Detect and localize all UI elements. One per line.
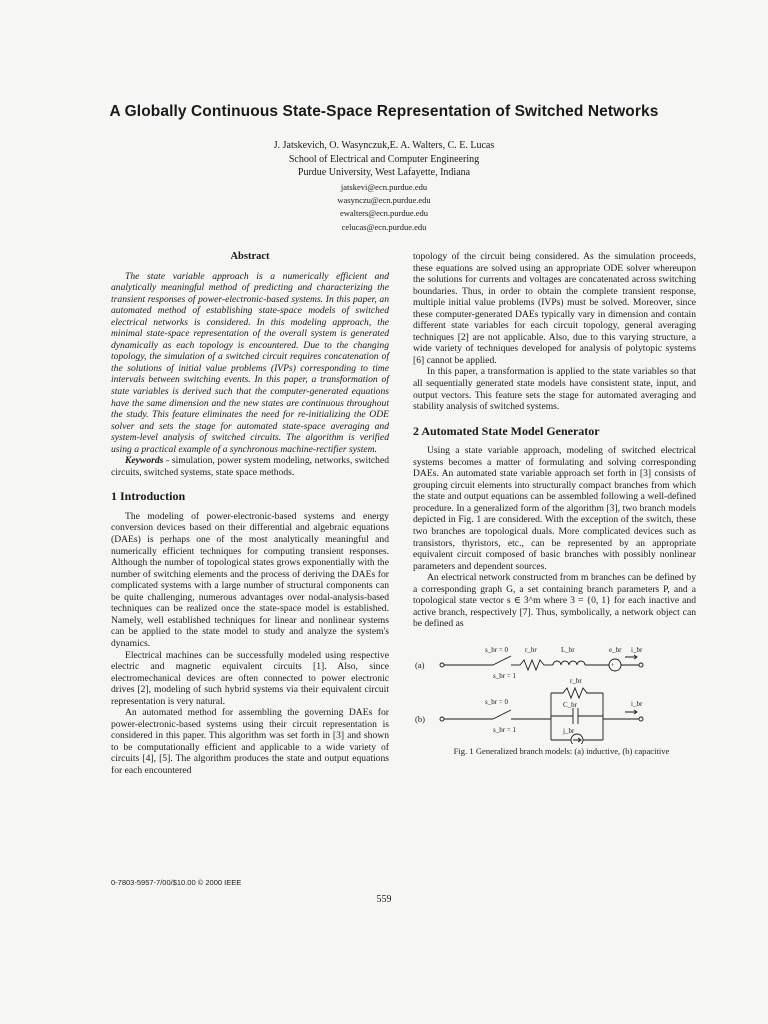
resistor-label: r_br: [525, 645, 537, 654]
resistor-label: r_br: [570, 676, 582, 685]
email: jatskevi@ecn.purdue.edu: [340, 182, 428, 192]
resistor: [551, 688, 603, 698]
section2-paragraph-2: An electrical network constructed from m branches can be defined by a corresponding graph G, a set containing branch parameters P, and a topological state vector s ∈ 3^m where 3 = {0, 1} for each inactive and active branch, respectively [7]. Thus, symbolically, a network object can be defined as: [413, 572, 696, 630]
switch-label-open: s_br = 0: [485, 697, 509, 706]
inductor: [553, 661, 585, 665]
affiliation-university: Purdue University, West Lafayette, Indiana: [297, 167, 471, 178]
page-number: 559: [376, 894, 392, 905]
affiliation-school: School of Electrical and Computer Engineering: [288, 153, 480, 165]
switch-label-closed: s_br = 1: [493, 725, 517, 734]
switch-blade: [493, 656, 511, 665]
switch-label-closed: s_br = 1: [493, 671, 517, 680]
paper-title: A Globally Continuous State-Space Representation of Switched Networks: [109, 103, 659, 120]
intro-paragraph-4: In this paper, a transformation is applied to the state variables so that all sequentially generated state models have consistent state, input, and output vectors. This feature sets the stage for automated averaging and stability analysis of switched systems.: [413, 366, 696, 413]
author-block: [0, 139, 768, 180]
switch-label-open: s_br = 0: [485, 645, 509, 654]
abstract-heading: Abstract: [230, 251, 270, 262]
email-list: [0, 181, 768, 234]
current-label: i_br: [631, 699, 643, 708]
current-label: i_br: [631, 645, 643, 654]
section2-paragraph-1: Using a state variable approach, modeling of switched electrical systems becomes a matter of formulating and solving corresponding DAEs. An automated state variable approach set forth in [3] consists of grouping circuit elements into structurally compact branches from which the state and output equations can be assembled following a well-defined procedure. In a generalized form of the algorithm [3], two branch models depicted in Fig. 1 are considered. With the exception of the switch, these two branches are topological duals. More complicated devices such as transistors, thyristors, etc., can be represented by an appropriate equivalent circuit composed of basic branches with possibly nonlinear parameters and dependent sources.: [413, 445, 696, 572]
current-source: [571, 734, 583, 744]
source-label: e_br: [609, 645, 622, 654]
email: ewalters@ecn.purdue.edu: [339, 208, 429, 219]
email: celucas@ecn.purdue.edu: [341, 221, 427, 232]
figure-branch-models: [413, 636, 696, 746]
right-column: [413, 251, 696, 758]
email: wasynczu@ecn.purdue.edu: [337, 195, 431, 206]
keywords-label: Keywords: [125, 455, 164, 467]
switch-blade: [493, 710, 511, 719]
current-arrow: [625, 710, 637, 714]
section-heading-state-model: 2 Automated State Model Generator: [413, 423, 600, 438]
copyright-notice: 0-7803-5957-7/00/$10.00 © 2000 IEEE: [111, 878, 242, 887]
current-source-label: j_br: [563, 726, 575, 735]
figure-caption: Fig. 1 Generalized branch models: (a) inductive, (b) capacitive: [453, 745, 670, 756]
section-heading-introduction: 1 Introduction: [111, 489, 186, 504]
terminal-node: [440, 663, 444, 667]
keywords: [111, 455, 389, 478]
current-arrow: [625, 655, 637, 659]
figure-label-a: (a): [415, 659, 425, 670]
capacitor-label: C_br: [563, 700, 577, 709]
figure-label-b: (b): [415, 713, 425, 724]
inductor-label: L_br: [561, 645, 575, 654]
left-column: [111, 251, 389, 777]
resistor: [520, 660, 544, 670]
intro-paragraph-1: The modeling of power-electronic-based systems and energy conversion devices based on their differential and algebraic equations (DAEs) is perhaps one of the most analytically meaningful and numerically efficient techniques for computing transient responses. Although the number of topological states grows exponentially with the number of switching elements and the process of deriving the DAEs for complicated systems with a large number of structural components can be quite challenging, numerous advantages over nodal-analysis-based techniques can be realized once the state-space model is established. Namely, well established techniques for linear and nonlinear systems can be applied to the state model to study and analyze the system's dynamics.: [111, 510, 389, 649]
terminal-node: [639, 717, 643, 721]
abstract-body: The state variable approach is a numerically efficient and analytically meaningful method of predicting and characterizing the transient responses of power-electronic-based systems. In this paper, an automated method of establishing state-space models of switched electrical networks is considered. In this modeling approach, the minimal state-space representation of the overall system is generated dynamically as each topology is encountered. Due to the changing topology, the simulation of a switched circuit requires concatenation of the solutions of initial value problems (IVPs) corresponding to time intervals between switching events. In this paper, a transformation of state variables is derived such that the computer-generated equations have the same dimension and the new states are continuous throughout the study. This feature eliminates the need for re-initializing the ODE solver and sets the stage for automated state-space averaging and system-level analysis of switched circuits. The algorithm is verified using a practical example of a synchronous machine-rectifier system.: [111, 270, 389, 455]
terminal-node: [440, 717, 444, 721]
terminal-node: [639, 663, 643, 667]
intro-paragraph-3: An automated method for assembling the governing DAEs for power-electronic-based systems using their circuit representation is considered in this paper. This algorithm was set forth in [3] and shown to be computationally efficient and applicable to a wide variety of circuits [4], [5]. The algorithm produces the state and output equations for each encountered: [111, 707, 389, 776]
intro-continued-paragraph: topology of the circuit being considered. As the simulation proceeds, these equations are solved using an appropriate ODE solver whereupon the solutions for currents and voltages are concatenated across switching boundaries. Thus, in order to obtain the complete transient response, multiple initial value problems (IVPs) must be solved. Moreover, since these computer-generated DAEs typically vary in dimension and contain different state variables for each circuit topology, general averaging techniques [2] are not applicable. Also, due to this varying structure, a wide variety of techniques developed for analysis of polytopic systems [6] cannot be applied.: [413, 251, 696, 366]
keywords-text: - simulation, power system modeling, networks, switched circuits, switched systems, state space methods.: [111, 455, 389, 478]
branch-model-diagram: [413, 636, 696, 744]
current-source-arrow: [573, 738, 581, 742]
authors: J. Jatskevich, O. Wasynczuk,E. A. Walters, C. E. Lucas: [273, 140, 495, 151]
source-polarity: +: [611, 662, 615, 669]
intro-paragraph-2: Electrical machines can be successfully modeled using respective electric and magnetic equivalent circuits [1]. Also, since electromechanical devices are often connected to power electronic drives [2], modeling of such hybrid systems via their equivalent circuit representation is very natural.: [111, 649, 389, 707]
